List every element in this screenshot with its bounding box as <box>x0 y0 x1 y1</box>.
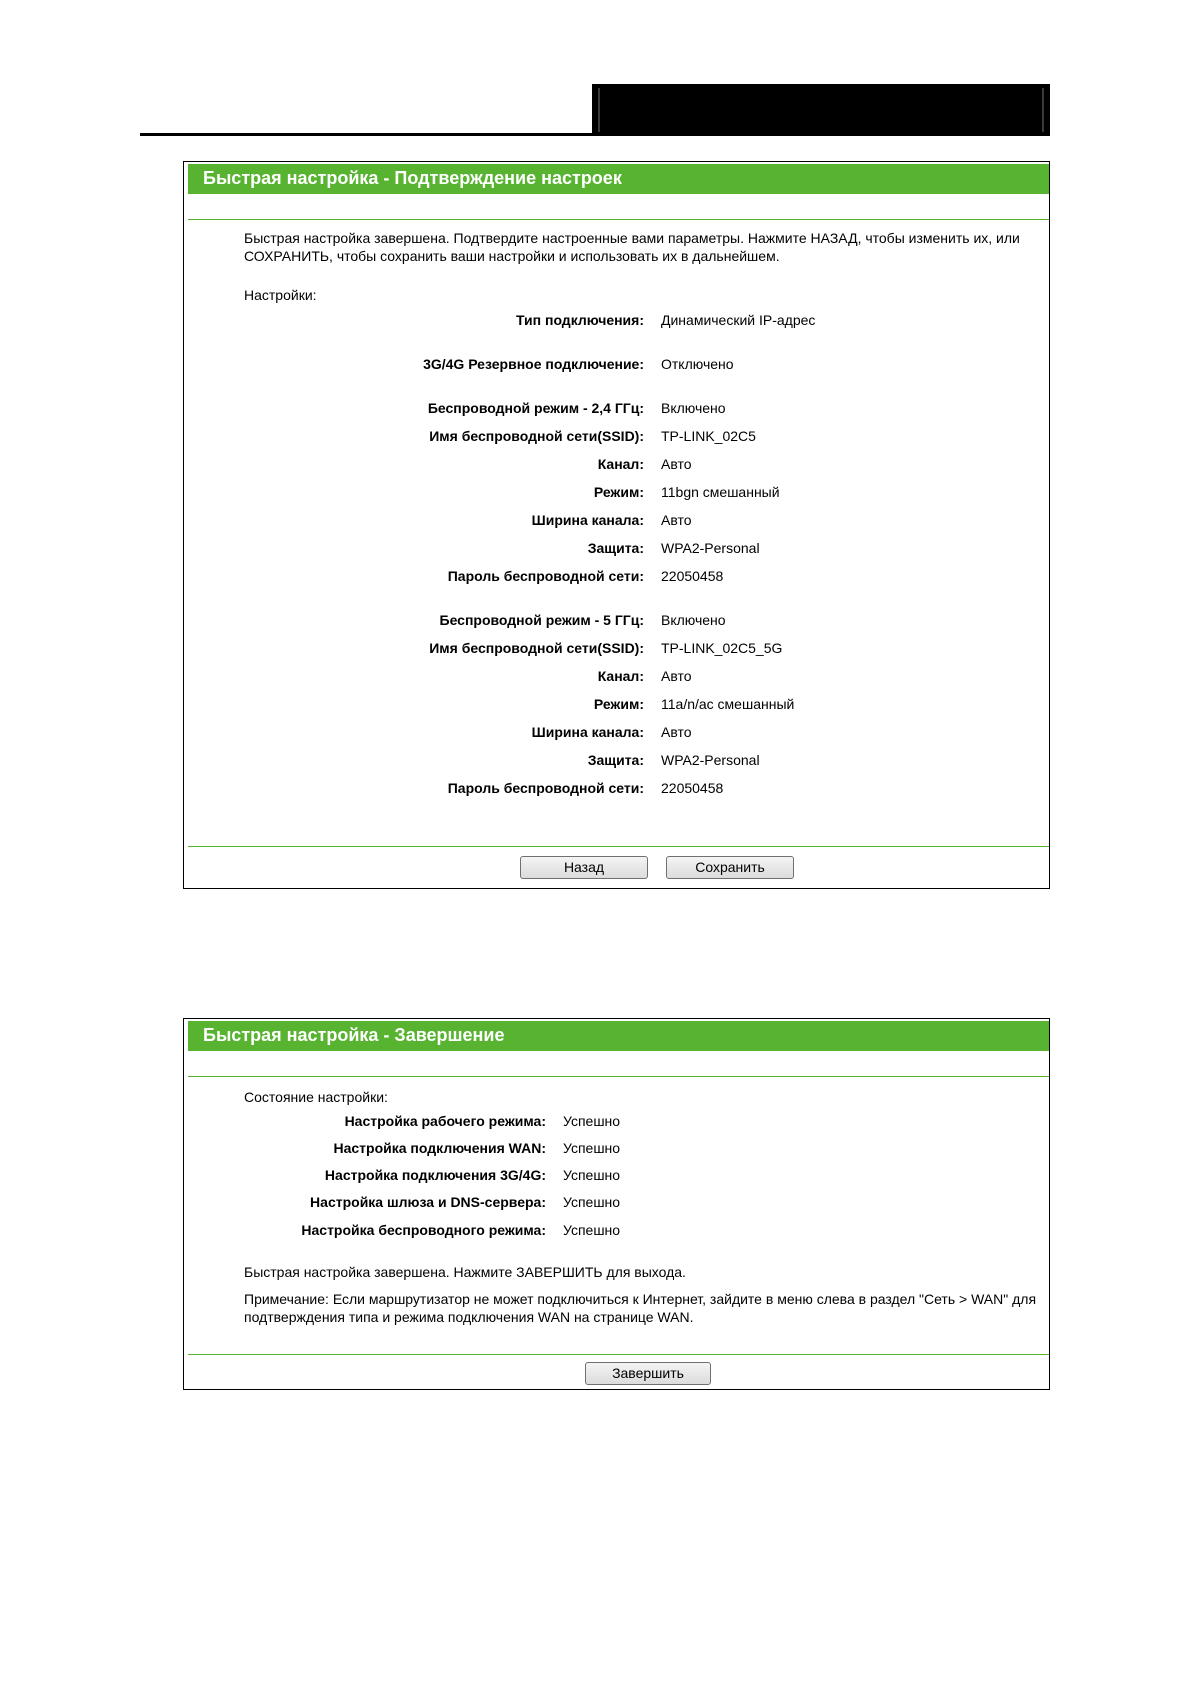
row-label: Ширина канала: <box>531 512 644 528</box>
row-label: Настройка шлюза и DNS-сервера: <box>310 1194 546 1210</box>
row-label: Тип подключения: <box>516 312 644 328</box>
row-wireless24-security <box>184 540 1049 560</box>
status-row <box>184 1113 1049 1133</box>
row-value: 22050458 <box>661 568 724 584</box>
row-value: Успешно <box>563 1222 621 1238</box>
settings-label: Настройки: <box>244 287 317 303</box>
status-row <box>184 1140 1049 1160</box>
row-value: TP-LINK_02C5 <box>661 428 756 444</box>
row-value: Включено <box>661 400 726 416</box>
row-wireless5-width <box>184 724 1049 744</box>
row-value: Авто <box>661 668 692 684</box>
panel-title: Быстрая настройка - Завершение <box>188 1021 1049 1051</box>
finish-button[interactable]: Завершить <box>585 1362 711 1385</box>
finish-panel <box>183 1018 1050 1390</box>
divider <box>188 1354 1049 1355</box>
row-value: Авто <box>661 512 692 528</box>
status-row <box>184 1167 1049 1187</box>
panel-title: Быстрая настройка - Подтверждение настроек <box>188 164 1049 194</box>
row-value: 11bgn смешанный <box>661 484 780 500</box>
row-value: Успешно <box>563 1140 621 1156</box>
row-connection-type <box>184 312 1049 332</box>
row-wireless24-password <box>184 568 1049 588</box>
row-wireless24-phy <box>184 484 1049 504</box>
status-row <box>184 1194 1049 1214</box>
row-label: Канал: <box>597 668 644 684</box>
row-wireless5-phy <box>184 696 1049 716</box>
row-label: Настройка подключения 3G/4G: <box>324 1167 546 1183</box>
row-wireless5-channel <box>184 668 1049 688</box>
row-wireless5-security <box>184 752 1049 772</box>
row-label: Ширина канала: <box>531 724 644 740</box>
note-text: Примечание: Если маршрутизатор не может подключиться к Интернет, зайдите в меню слева в раздел "Сеть > WAN" для подтверждения типа и режима подключения WAN на странице WAN. <box>244 1291 1037 1325</box>
divider <box>188 846 1049 847</box>
intro-text: Быстрая настройка завершена. Подтвердите настроенные вами параметры. Нажмите НАЗАД, чтобы изменить их, или СОХРАНИТЬ, чтобы сохранить ваши настройки и использовать их в дальнейшем. <box>244 230 1020 264</box>
row-wireless24-mode <box>184 400 1049 420</box>
row-label: Беспроводной режим - 2,4 ГГц: <box>427 400 644 416</box>
divider <box>188 1076 1049 1077</box>
row-label: Настройка беспроводного режима: <box>301 1222 546 1238</box>
done-text: Быстрая настройка завершена. Нажмите ЗАВЕРШИТЬ для выхода. <box>244 1264 686 1280</box>
row-value: Динамический IP-адрес <box>661 312 816 328</box>
row-backup <box>184 356 1049 376</box>
row-label: Настройка рабочего режима: <box>344 1113 546 1129</box>
status-label: Состояние настройки: <box>244 1089 388 1105</box>
row-value: Авто <box>661 456 692 472</box>
row-value: Отключено <box>661 356 734 372</box>
row-value: WPA2-Personal <box>661 540 760 556</box>
header-rule <box>140 133 1050 136</box>
divider <box>188 219 1049 220</box>
row-label: Пароль беспроводной сети: <box>447 568 644 584</box>
row-label: Защита: <box>587 540 644 556</box>
back-button[interactable]: Назад <box>520 856 648 879</box>
row-wireless24-ssid <box>184 428 1049 448</box>
row-value: 22050458 <box>661 780 724 796</box>
row-value: Включено <box>661 612 726 628</box>
row-wireless5-password <box>184 780 1049 800</box>
row-value: Успешно <box>563 1194 621 1210</box>
row-label: Имя беспроводной сети(SSID): <box>429 428 644 444</box>
row-label: Режим: <box>593 484 644 500</box>
status-row <box>184 1222 1049 1242</box>
row-label: Беспроводной режим - 5 ГГц: <box>439 612 644 628</box>
row-wireless24-width <box>184 512 1049 532</box>
row-label: Настройка подключения WAN: <box>333 1140 546 1156</box>
row-label: Пароль беспроводной сети: <box>447 780 644 796</box>
row-value: TP-LINK_02C5_5G <box>661 640 783 656</box>
row-label: 3G/4G Резервное подключение: <box>423 356 644 372</box>
row-label: Канал: <box>597 456 644 472</box>
row-label: Режим: <box>593 696 644 712</box>
row-wireless5-ssid <box>184 640 1049 660</box>
row-value: Успешно <box>563 1113 621 1129</box>
header-bar <box>592 84 1050 136</box>
row-value: WPA2-Personal <box>661 752 760 768</box>
row-label: Имя беспроводной сети(SSID): <box>429 640 644 656</box>
row-label: Защита: <box>587 752 644 768</box>
row-value: Успешно <box>563 1167 621 1183</box>
save-button[interactable]: Сохранить <box>666 856 794 879</box>
row-value: 11a/n/ac смешанный <box>661 696 795 712</box>
row-value: Авто <box>661 724 692 740</box>
confirm-panel <box>183 161 1050 889</box>
row-wireless5-mode <box>184 612 1049 632</box>
row-wireless24-channel <box>184 456 1049 476</box>
